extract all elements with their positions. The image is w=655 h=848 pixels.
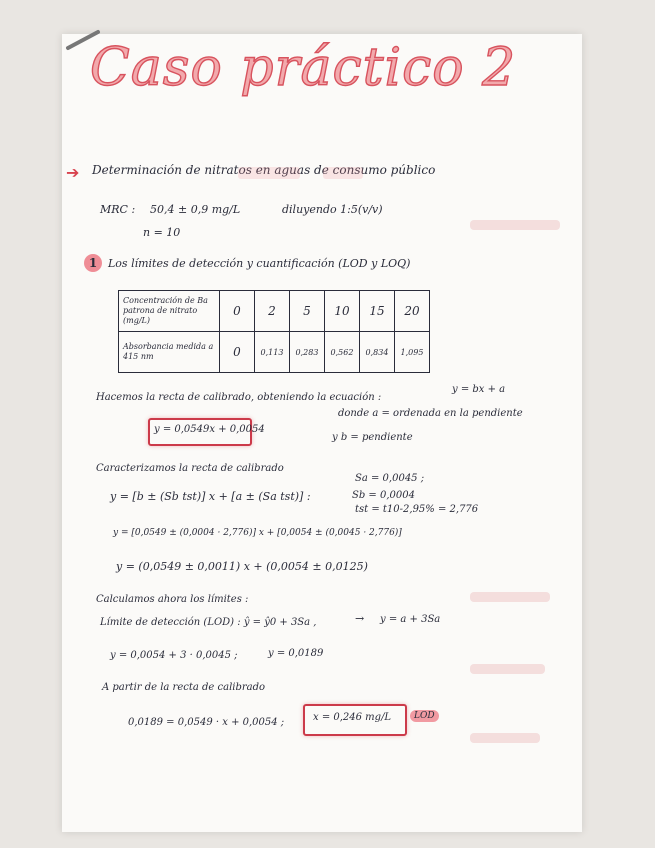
page-title: Caso práctico 2 (90, 38, 517, 98)
table-row-label: Absorbancia medida a 415 nm (119, 332, 220, 373)
section-number-badge: 1 (84, 254, 102, 272)
section-heading: Los límites de detección y cuantificación (LOD y LOQ) (108, 257, 411, 270)
table-cell: 0 (220, 291, 255, 332)
bleed-through-mark (470, 592, 550, 602)
lod-y-value: y = 0,0189 (268, 648, 324, 659)
final-result: x = 0,246 mg/L (313, 712, 392, 723)
highlight-nitratos (238, 167, 300, 179)
n-value: n = 10 (143, 226, 181, 239)
table-cell: 1,095 (395, 332, 430, 373)
final-equation: y = (0,0549 ± 0,0011) x + (0,0054 ± 0,0125) (116, 560, 368, 573)
limits-intro: Calculamos ahora los límites : (96, 594, 249, 605)
table-cell: 5 (290, 291, 325, 332)
characterize-equation: y = [b ± (Sb tst)] x + [a ± (Sa tst)] : (110, 490, 311, 503)
calibration-intro: Hacemos la recta de calibrado, obteniendo la ecuación : (96, 392, 382, 403)
lod-tag: LOD (410, 710, 439, 722)
final-calculation: 0,0189 = 0,0549 · x + 0,0054 ; (128, 717, 285, 728)
tst-value: tst = t10-2,95% = 2,776 (355, 504, 479, 515)
lod-arrow: → (355, 612, 365, 625)
table-cell: 15 (360, 291, 395, 332)
dilution: diluyendo 1:5(v/v) (282, 203, 383, 216)
subtitle: Determinación de nitratos en aguas de consumo público (92, 163, 436, 177)
lod-calculation: y = 0,0054 + 3 · 0,0045 ; (110, 650, 238, 661)
table-cell: 10 (325, 291, 360, 332)
where-a: donde a = ordenada en la pendiente (338, 408, 523, 419)
lod-rhs: y = a + 3Sa (380, 614, 441, 625)
table-row-label: Concentración de Ba patrona de nitrato (mg/L) (119, 291, 220, 332)
table-cell: 2 (255, 291, 290, 332)
substituted-equation: y = [0,0549 ± (0,0004 · 2,776)] x + [0,0054 ± (0,0045 · 2,776)] (113, 528, 402, 538)
table-row (119, 332, 430, 373)
table-row (119, 291, 430, 332)
table-cell: 0 (220, 332, 255, 373)
bleed-through-mark (470, 664, 545, 674)
table-cell: 0,834 (360, 332, 395, 373)
table-cell: 20 (395, 291, 430, 332)
highlight-aguas (323, 167, 363, 179)
mrc-value: 50,4 ± 0,9 mg/L (150, 203, 241, 216)
characterize-intro: Caracterizamos la recta de calibrado (96, 463, 284, 474)
table-cell: 0,283 (290, 332, 325, 373)
table-cell: 0,113 (255, 332, 290, 373)
lod-definition: Límite de detección (LOD) : ŷ = ŷ0 + 3Sa , (100, 617, 317, 628)
general-equation: y = bx + a (452, 384, 506, 395)
table-cell: 0,562 (325, 332, 360, 373)
data-table (118, 290, 430, 373)
where-b: y b = pendiente (332, 432, 413, 443)
from-calibration-line: A partir de la recta de calibrado (102, 682, 266, 693)
mrc-label: MRC : (100, 203, 136, 216)
bleed-through-mark (470, 220, 560, 230)
sa-value: Sa = 0,0045 ; (355, 473, 425, 484)
bleed-through-mark (470, 733, 540, 743)
fit-equation: y = 0,0549x + 0,0054 (154, 424, 265, 435)
sb-value: Sb = 0,0004 (352, 490, 415, 501)
arrow-right-icon: ➔ (66, 163, 80, 182)
